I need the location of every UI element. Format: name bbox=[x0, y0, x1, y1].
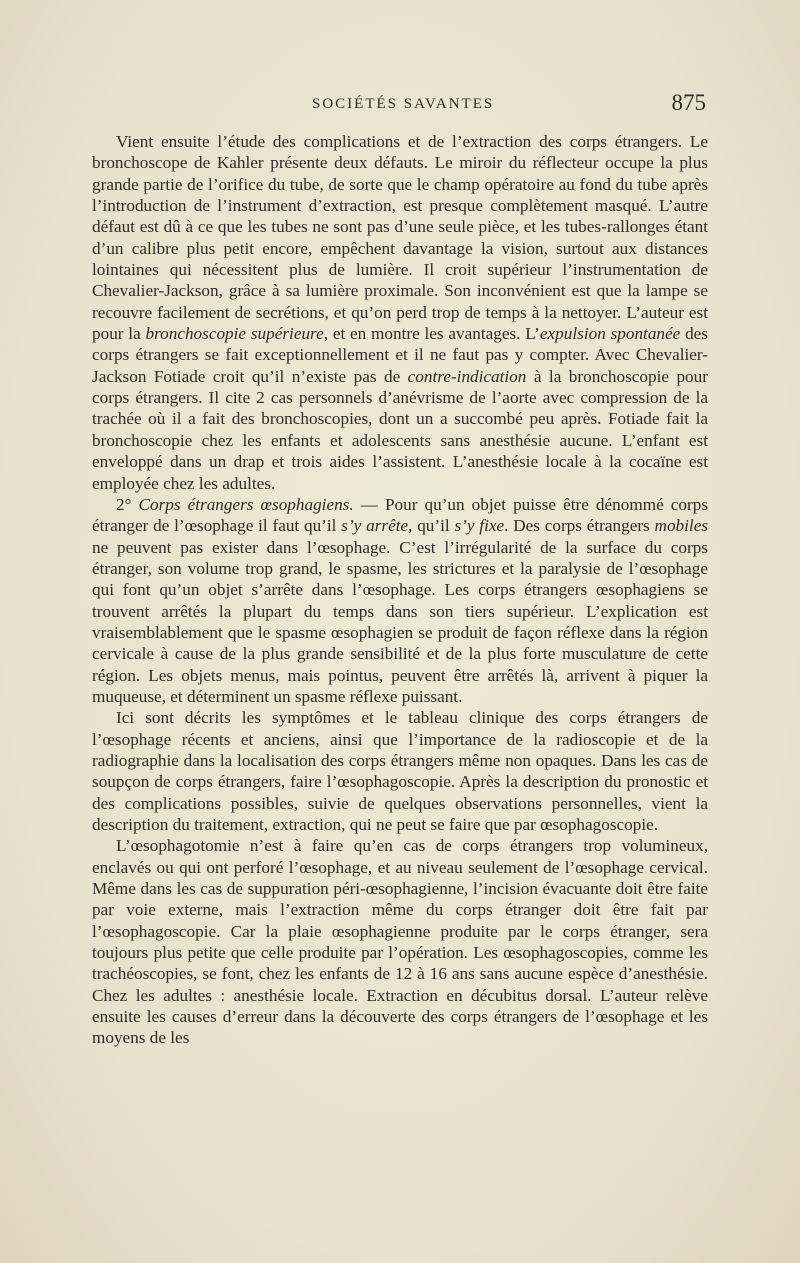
body-text bbox=[92, 131, 708, 1049]
page-number: 875 bbox=[671, 90, 706, 115]
italic-term-expulsion-spontanee: expulsion spontanée bbox=[539, 324, 681, 344]
section-heading-italic: Corps étrangers œsophagiens. bbox=[138, 494, 354, 514]
text-segment: ne peuvent pas exister dans l’œsophage. C’est l’irrégularité de la surface du corps étranger, son volume trop grand, le spasme, les strictures et la paralysie de l’œsophage qui font qu’un objet s’arrête dans l’œsophage. Les corps étrangers œsophagiens se trouvent arrêtés la plupart du temps dans son tiers supérieur. L’explication est vraisemblablement que le spasme œsophagien se produit de façon réflexe dans la région cervicale à cause de la plus grande sensibilité et de la plus forte musculature de cette région. Les objets menus, mais pointus, peuvent être arrêtés là, arrivent à piquer la muqueuse, et déterminent un spasme réflexe puissant. bbox=[92, 537, 708, 706]
text-segment: Vient ensuite l’étude des complications et de l’extraction des corps étrangers. Le bronchoscope de Kahler présente deux défauts. Le miroir du réflecteur occupe la plus grande partie de l’orifice du tube, de sorte que le champ opératoire au fond du tube après l’introduction de l’instrument d’extraction, est presque complètement masqué. L’autre défaut est dû à ce que les tubes ne sont pas d’une seule pièce, et les tubes-rallonges étant d’un calibre plus petit encore, empêchent davantage la vision, surtout aux distances lointaines qui nécessitent plus de lumière. Il croit supérieur l’instrumentation de Chevalier-Jackson, grâce à sa lumière proximale. Son inconvénient est que la lampe se recouvre facilement de secrétions, et qu’on perd trop de temps à la nettoyer. L’auteur est pour la bbox=[92, 132, 708, 344]
text-segment: 2° bbox=[116, 494, 139, 514]
text-segment: des corps étrangers se fait exceptionnellement et il ne faut pas y compter. Avec Chevalier-Jackson Fotiade croit qu’il n’existe pas de bbox=[92, 324, 708, 386]
text-segment: Ici sont décrits les symptômes et le tableau clinique des corps étrangers de l’œsophage récents et anciens, ainsi que l’importance de la radioscopie et de la radiographie dans la localisation des corps étrangers même non opaques. Dans les cas de soupçon de corps étrangers, faire l’œsophagoscopie. Après la description du pronostic et des complications possibles, suivie de quelques observations personnelles, vient la description du traitement, extraction, qui ne peut se faire que par œsophagoscopie. bbox=[92, 708, 708, 834]
italic-term-mobiles: mobiles bbox=[654, 516, 709, 536]
text-segment: L’œsophagotomie n’est à faire qu’en cas de corps étrangers trop volumineux, enclavés ou qui ont perforé l’œsophage, et au niveau seulement de l’œsophage cervical. Même dans les cas de suppuration péri-œsophagienne, l’incision évacuante doit être faite par voie externe, mais l’extraction même du corps étranger doit être fait par l’œsophagoscopie. Car la plaie œsophagienne produite par le corps étranger, sera toujours plus petite que celle produite par l’opération. Les œsophagoscopies, comme les trachéoscopies, se font, chez les enfants de 12 à 16 ans sans aucune espèce d’anesthésie. Chez les adultes : anesthésie locale. Extraction en décubitus dorsal. L’auteur relève ensuite les causes d’erreur dans la découverte des corps étrangers de l’œsophage et les moyens de les bbox=[92, 836, 708, 1048]
paragraph-corps-etrangers-oesophagiens bbox=[92, 494, 708, 707]
text-segment: , qu’il bbox=[408, 516, 455, 536]
italic-term-sy-arrete: s’y arrête bbox=[341, 516, 409, 536]
text-segment: à la bronchoscopie pour corps étrangers. Il cite 2 cas personnels d’anévrisme de l’aorte avec compression de la trachée où il a fait des bronchoscopies, dont un a succombé peu après. Fotiade fait la bronchoscopie chez les enfants et adolescents sans anesthésie aucune. L’enfant est enveloppé dans un drap et trois aides l’assistent. L’anesthésie locale à la cocaïne est employée chez les adultes. bbox=[92, 366, 708, 493]
italic-term-bronchoscopie-superieure: bronchoscopie supérieure bbox=[145, 324, 324, 344]
italic-term-contre-indication: contre-indication bbox=[407, 366, 527, 386]
text-segment: , et en montre les avantages. L’ bbox=[323, 324, 540, 344]
page-header bbox=[312, 90, 712, 124]
paragraph-symptomes bbox=[92, 707, 708, 835]
paragraph-oesophagotomie bbox=[92, 835, 708, 1048]
text-segment: — Pour qu’un objet puisse être dénommé corps étranger de l’œsophage il faut qu’il bbox=[92, 494, 709, 536]
text-segment: . Des corps étrangers bbox=[504, 516, 655, 536]
paragraph-complications-bronchoscopy bbox=[92, 131, 708, 494]
running-title: SOCIÉTÉS SAVANTES bbox=[312, 96, 495, 112]
italic-term-sy-fixe: s’y fixe bbox=[454, 516, 505, 536]
